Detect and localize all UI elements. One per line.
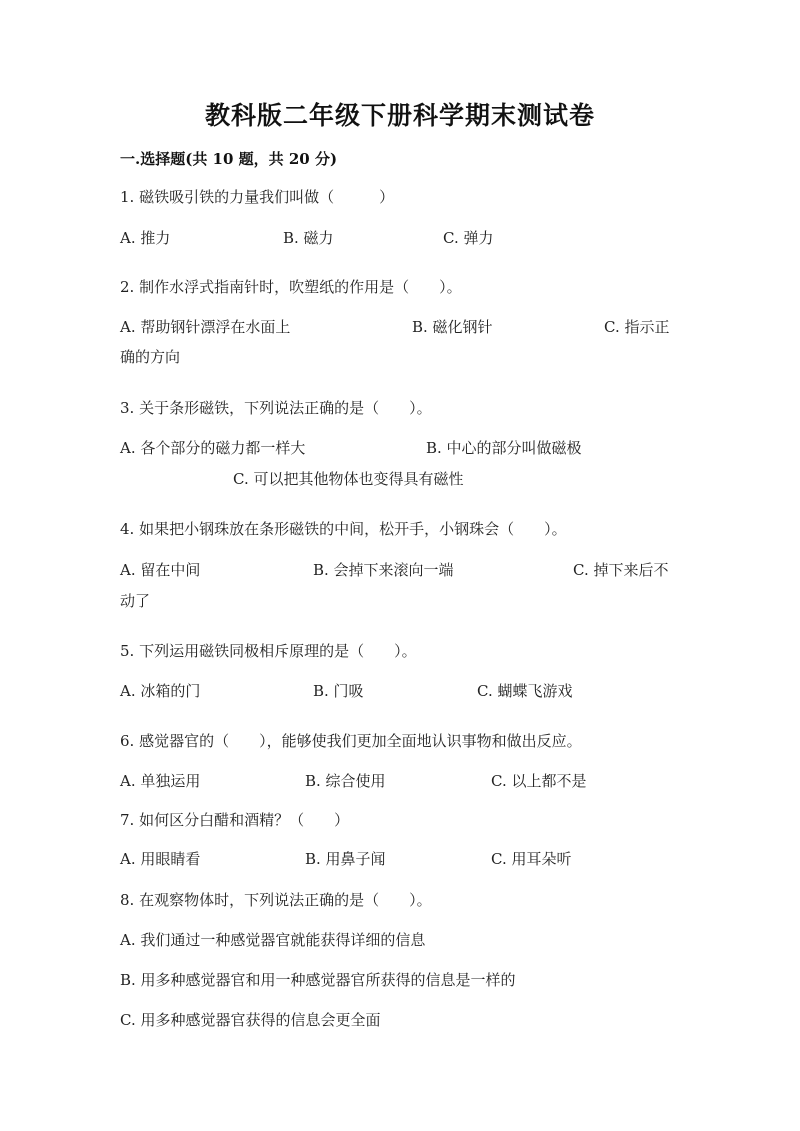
question-4-option-b: B. 会掉下来滚向一端 [313, 561, 454, 579]
question-6-option-c: C. 以上都不是 [491, 772, 587, 790]
question-2-option-c-continued: 确的方向 [120, 348, 181, 366]
question-1-stem: 1. 磁铁吸引铁的力量我们叫做（ ） [120, 188, 395, 206]
question-5-option-c: C. 蝴蝶飞游戏 [477, 682, 573, 700]
question-2-stem: 2. 制作水浮式指南针时，吹塑纸的作用是（ ）。 [120, 278, 462, 296]
question-4-stem: 4. 如果把小钢珠放在条形磁铁的中间，松开手，小钢珠会（ ）。 [120, 520, 567, 538]
question-6-stem: 6. 感觉器官的（ ），能够使我们更加全面地认识事物和做出反应。 [120, 732, 582, 750]
question-7-option-c: C. 用耳朵听 [491, 850, 572, 868]
question-8-option-a: A. 我们通过一种感觉器官就能获得详细的信息 [120, 931, 426, 949]
question-5-stem: 5. 下列运用磁铁同极相斥原理的是（ ）。 [120, 642, 417, 660]
question-3-option-a: A. 各个部分的磁力都一样大 [120, 439, 306, 457]
question-6-option-b: B. 综合使用 [305, 772, 386, 790]
section-heading: 一.选择题(共 10 题，共 20 分) [120, 150, 338, 168]
question-8-option-c: C. 用多种感觉器官获得的信息会更全面 [120, 1011, 381, 1029]
question-7-option-b: B. 用鼻子闻 [305, 850, 386, 868]
question-5-option-b: B. 门吸 [313, 682, 364, 700]
question-5-option-a: A. 冰箱的门 [120, 682, 201, 700]
question-1-option-a: A. 推力 [120, 229, 171, 247]
question-7-stem: 7. 如何区分白醋和酒精？（ ） [120, 811, 350, 829]
question-3-option-b: B. 中心的部分叫做磁极 [426, 439, 582, 457]
page-title: 教科版二年级下册科学期末测试卷 [204, 101, 595, 130]
question-1-option-b: B. 磁力 [283, 229, 334, 247]
question-3-option-c: C. 可以把其他物体也变得具有磁性 [233, 470, 464, 488]
question-2-option-c: C. 指示正 [604, 318, 670, 336]
question-8-stem: 8. 在观察物体时，下列说法正确的是（ ）。 [120, 891, 432, 909]
question-8-option-b: B. 用多种感觉器官和用一种感觉器官所获得的信息是一样的 [120, 971, 516, 989]
question-4-option-c-continued: 动了 [120, 592, 151, 610]
question-4-option-c: C. 掉下来后不 [573, 561, 669, 579]
question-6-option-a: A. 单独运用 [120, 772, 201, 790]
question-2-option-b: B. 磁化钢针 [412, 318, 493, 336]
question-7-option-a: A. 用眼睛看 [120, 850, 201, 868]
question-2-option-a: A. 帮助钢针漂浮在水面上 [120, 318, 291, 336]
question-4-option-a: A. 留在中间 [120, 561, 201, 579]
question-1-option-c: C. 弹力 [443, 229, 494, 247]
question-3-stem: 3. 关于条形磁铁，下列说法正确的是（ ）。 [120, 399, 432, 417]
